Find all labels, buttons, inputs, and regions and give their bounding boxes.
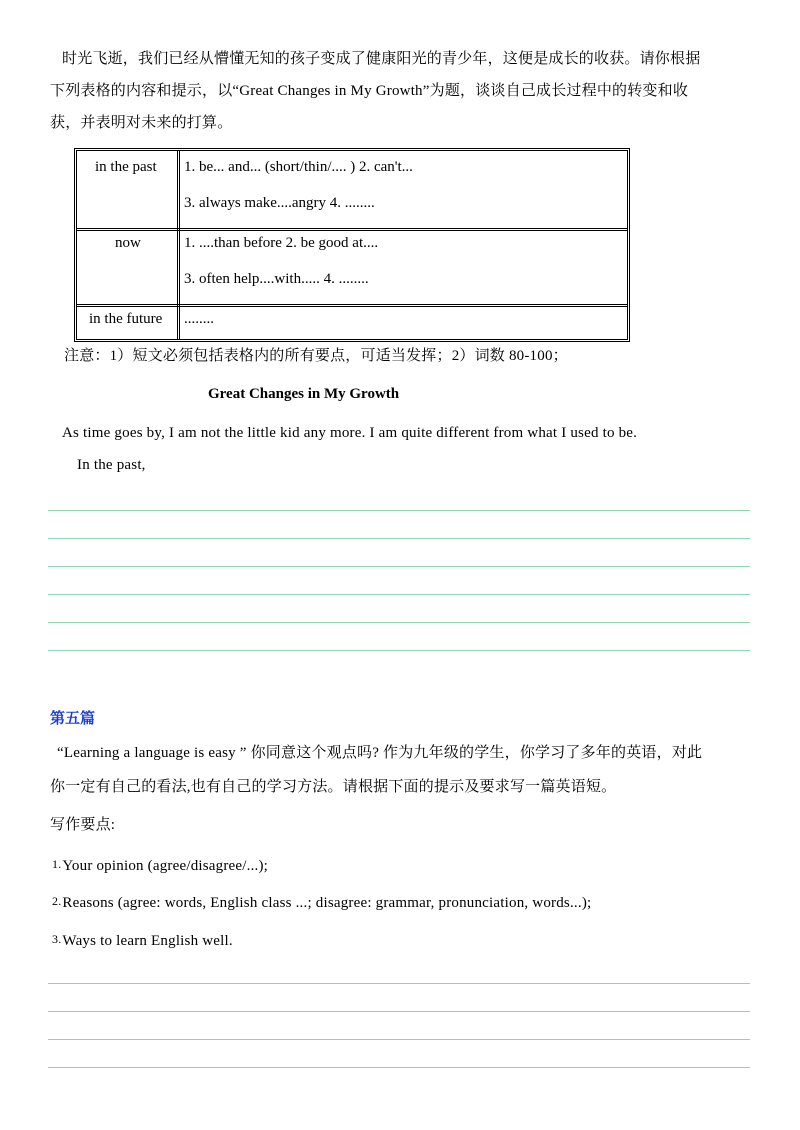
writing-point-1 — [52, 849, 268, 881]
section-5-heading: 第五篇 — [50, 711, 96, 727]
point-text: Your opinion (agree/disagree/...); — [62, 858, 269, 874]
point-number: 2. — [52, 894, 62, 908]
writing-point-2 — [52, 886, 591, 918]
writing-line[interactable] — [48, 538, 750, 539]
table-row-divider — [77, 304, 627, 307]
intro-line-3: 获，并表明对未来的打算。 — [50, 115, 233, 131]
writing-line[interactable] — [48, 1067, 750, 1068]
point-text: Ways to learn English well. — [62, 933, 233, 949]
table-row-past-line-1: 1. be... and... (short/thin/.... ) 2. can't... — [184, 159, 413, 175]
writing-line[interactable] — [48, 622, 750, 623]
section-5-intro-line-2: 你一定有自己的看法,也有自己的学习方法。请根据下面的提示及要求写一篇英语短。 — [50, 779, 617, 795]
essay-prompt: In the past, — [77, 457, 146, 473]
intro-line-2: 下列表格的内容和提示，以“Great Changes in My Growth”为题，谈谈自己成长过程中的转变和收 — [50, 83, 689, 99]
writing-line[interactable] — [48, 594, 750, 595]
writing-line[interactable] — [48, 566, 750, 567]
table-row-label-past: in the past — [95, 159, 157, 175]
table-row-past-line-2: 3. always make....angry 4. ........ — [184, 195, 375, 211]
intro-line-1: 时光飞逝，我们已经从懵懂无知的孩子变成了健康阳光的青少年，这便是成长的收获。请你根据 — [62, 51, 701, 67]
writing-line[interactable] — [48, 983, 750, 984]
point-number: 3. — [52, 932, 62, 946]
table-row-now-line-2: 3. often help....with..... 4. ........ — [184, 271, 369, 287]
writing-line[interactable] — [48, 650, 750, 651]
essay-opening-sentence: As time goes by, I am not the little kid any more. I am quite different from what I used to be. — [62, 425, 638, 441]
table-row-label-future: in the future — [89, 311, 163, 327]
point-text: Reasons (agree: words, English class ...; disagree: grammar, pronunciation, words...); — [62, 895, 592, 911]
point-number: 1. — [52, 857, 62, 871]
table-row-now-line-1: 1. ....than before 2. be good at.... — [184, 235, 379, 251]
table-row-future-line-1: ........ — [184, 311, 214, 327]
writing-point-3 — [52, 924, 233, 956]
writing-line[interactable] — [48, 510, 750, 511]
table-row-label-now: now — [115, 235, 141, 251]
table-column-divider — [177, 151, 180, 339]
note-text: 注意：1）短文必须包括表格内的所有要点，可适当发挥；2）词数 80-100； — [64, 348, 568, 364]
writing-line[interactable] — [48, 1011, 750, 1012]
table-row-divider — [77, 228, 627, 231]
prompt-table — [74, 148, 630, 342]
writing-points-label: 写作要点: — [50, 817, 116, 833]
section-5-intro-line-1: “Learning a language is easy ” 你同意这个观点吗? 作为九年级的学生，你学习了多年的英语，对此 — [57, 745, 703, 761]
writing-line[interactable] — [48, 1039, 750, 1040]
essay-title: Great Changes in My Growth — [208, 386, 400, 402]
